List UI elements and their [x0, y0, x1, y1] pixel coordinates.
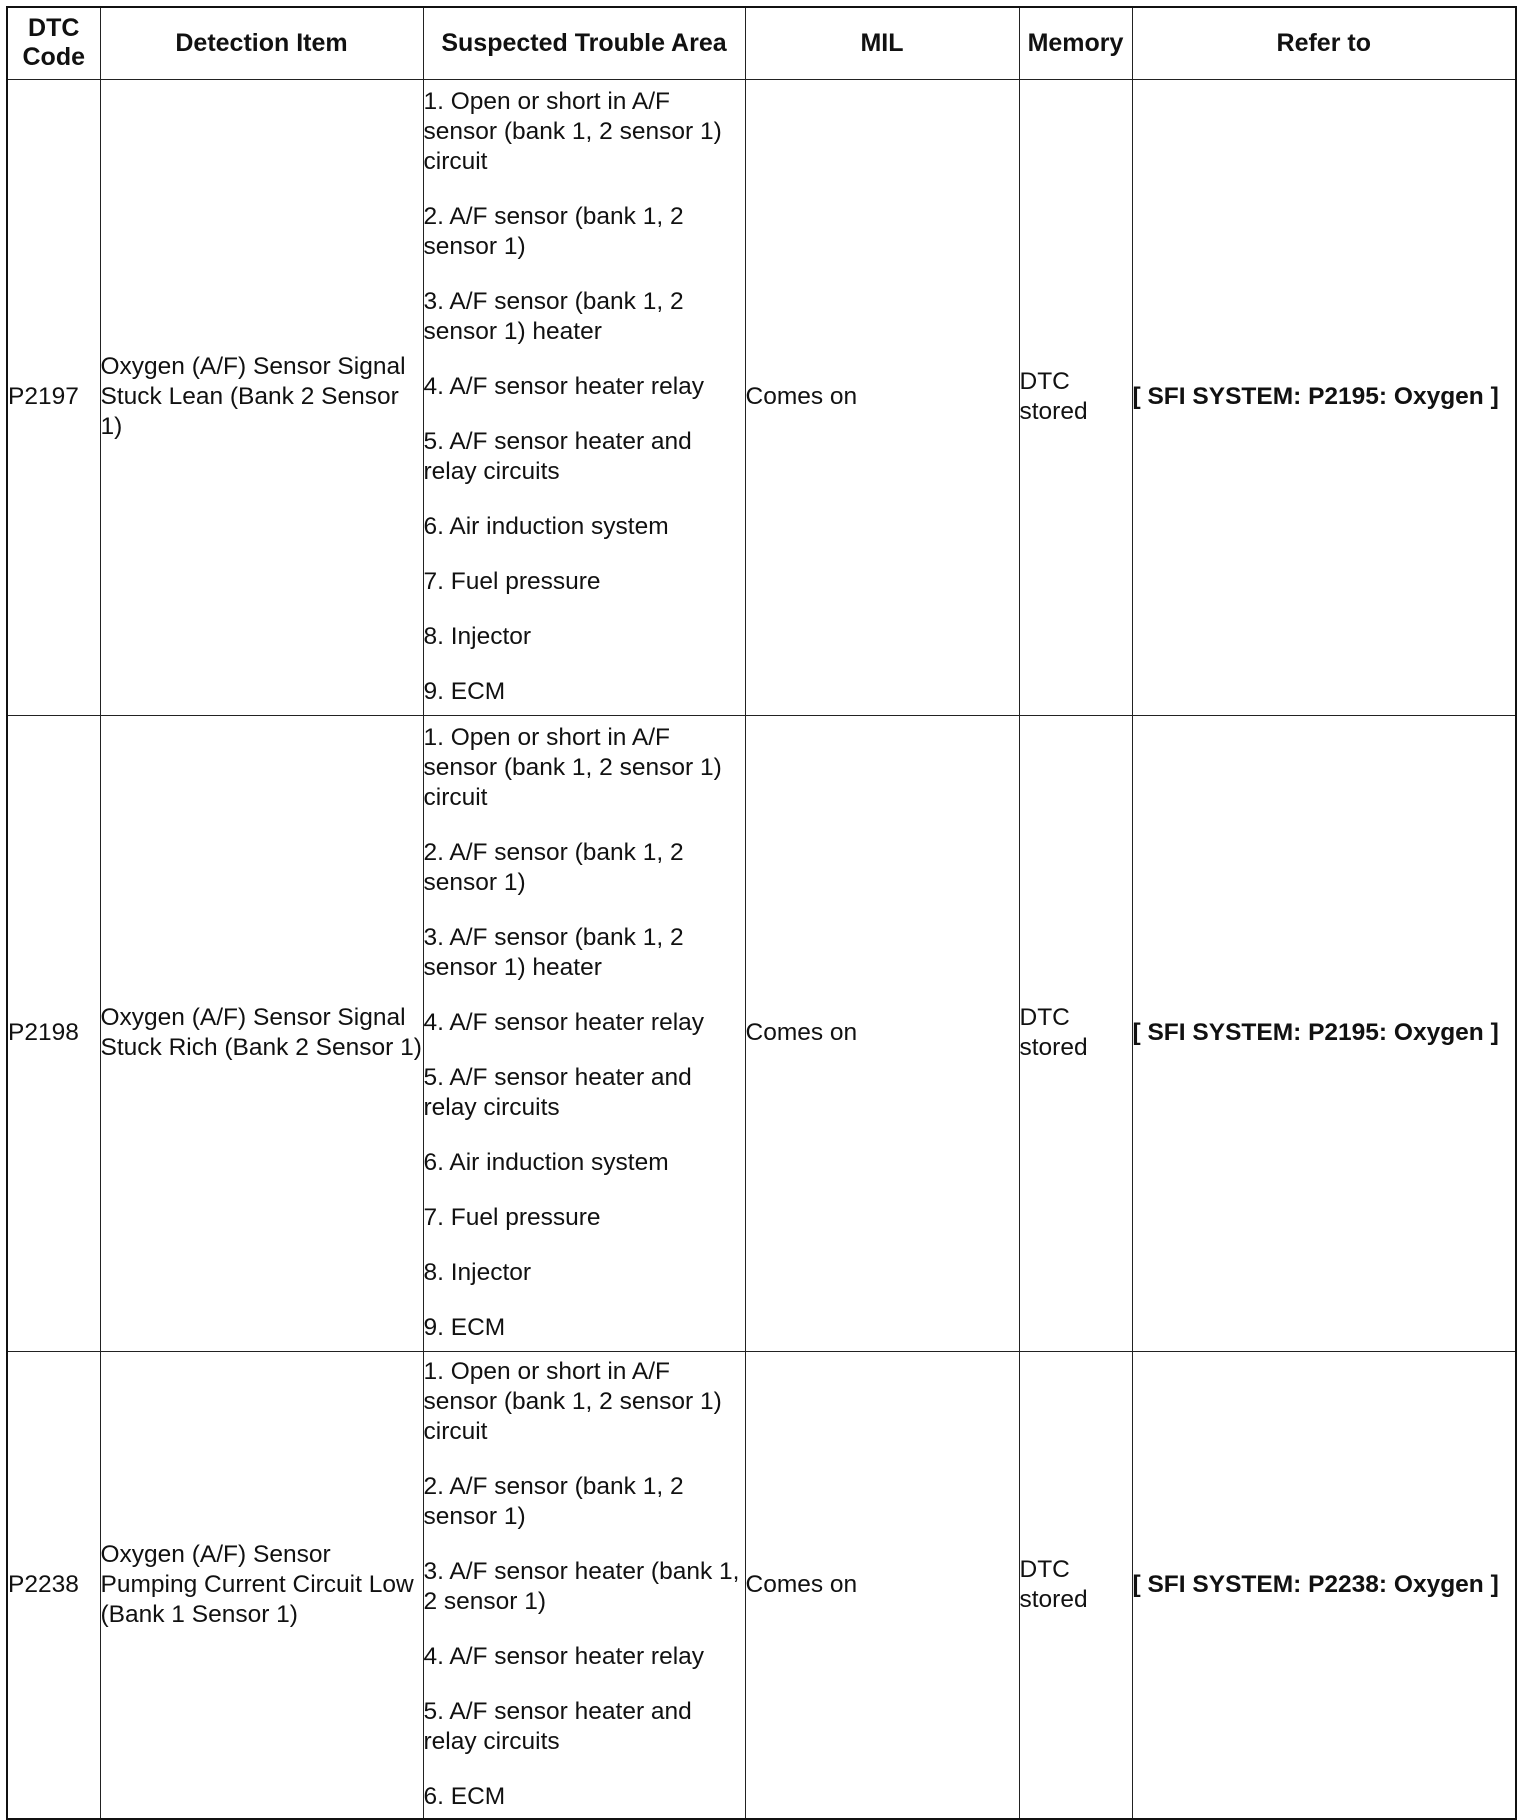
mil-cell: Comes on — [745, 1351, 1019, 1819]
table-row — [7, 715, 1516, 1351]
table-row — [7, 1351, 1516, 1819]
detection-item-cell: Oxygen (A/F) Sensor Pumping Current Circuit Low (Bank 1 Sensor 1) — [100, 1351, 423, 1819]
table-row — [7, 79, 1516, 715]
list-item: 5. A/F sensor heater and relay circuits — [423, 1698, 692, 1756]
memory-cell: DTC stored — [1019, 715, 1132, 1351]
list-item: 2. A/F sensor (bank 1, 2 sensor 1) — [423, 1473, 684, 1531]
list-item: 1. Open or short in A/F sensor (bank 1, 2 sensor 1) circuit — [423, 1358, 722, 1446]
list-item: 2. A/F sensor (bank 1, 2 sensor 1) — [423, 839, 684, 896]
list-item: 3. A/F sensor (bank 1, 2 sensor 1) heater — [423, 288, 684, 345]
dtc-code-cell: P2238 — [7, 1351, 100, 1819]
mil-cell: Comes on — [745, 715, 1019, 1351]
dtc-code-cell: P2198 — [7, 715, 100, 1351]
list-item: 9. ECM — [423, 678, 506, 705]
trouble-area-cell — [423, 1351, 745, 1819]
list-item: 6. ECM — [423, 1783, 506, 1811]
mil-cell: Comes on — [745, 79, 1019, 715]
dtc-code-cell: P2197 — [7, 79, 100, 715]
header-dtc-code: DTC Code — [7, 7, 100, 79]
list-item: 8. Injector — [423, 1259, 532, 1286]
list-item: 1. Open or short in A/F sensor (bank 1, 2 sensor 1) circuit — [423, 724, 722, 811]
refer-to-link[interactable]: [ SFI SYSTEM: P2238: Oxygen ] — [1132, 1351, 1516, 1819]
list-item: 7. Fuel pressure — [423, 1204, 601, 1231]
table-header-row — [7, 7, 1516, 79]
memory-cell: DTC stored — [1019, 1351, 1132, 1819]
refer-to-link[interactable]: [ SFI SYSTEM: P2195: Oxygen ] — [1132, 715, 1516, 1351]
header-suspected-trouble-area: Suspected Trouble Area — [423, 7, 745, 79]
list-item: 7. Fuel pressure — [423, 568, 601, 595]
list-item: 5. A/F sensor heater and relay circuits — [423, 428, 692, 485]
list-item: 4. A/F sensor heater relay — [423, 1009, 705, 1036]
header-memory: Memory — [1019, 7, 1132, 79]
list-item: 4. A/F sensor heater relay — [423, 1643, 705, 1671]
list-item: 3. A/F sensor (bank 1, 2 sensor 1) heater — [423, 924, 684, 981]
list-item: 5. A/F sensor heater and relay circuits — [423, 1064, 692, 1121]
trouble-area-cell — [423, 715, 745, 1351]
list-item: 4. A/F sensor heater relay — [423, 373, 705, 400]
list-item: 6. Air induction system — [423, 513, 669, 540]
list-item: 8. Injector — [423, 623, 532, 650]
header-mil: MIL — [745, 7, 1019, 79]
header-refer-to: Refer to — [1132, 7, 1516, 79]
list-item: 9. ECM — [423, 1314, 506, 1341]
detection-item-cell: Oxygen (A/F) Sensor Signal Stuck Lean (Bank 2 Sensor 1) — [100, 79, 423, 715]
header-detection-item: Detection Item — [100, 7, 423, 79]
memory-cell: DTC stored — [1019, 79, 1132, 715]
trouble-area-cell — [423, 79, 745, 715]
trouble-area-list — [424, 723, 745, 1343]
list-item: 6. Air induction system — [423, 1149, 669, 1176]
list-item: 2. A/F sensor (bank 1, 2 sensor 1) — [423, 203, 684, 260]
dtc-table — [6, 6, 1517, 1820]
refer-to-link[interactable]: [ SFI SYSTEM: P2195: Oxygen ] — [1132, 79, 1516, 715]
list-item: 3. A/F sensor heater (bank 1, 2 sensor 1) — [423, 1558, 740, 1616]
trouble-area-list — [424, 1357, 745, 1812]
list-item: 1. Open or short in A/F sensor (bank 1, 2 sensor 1) circuit — [423, 88, 722, 175]
trouble-area-list — [424, 87, 745, 707]
detection-item-cell: Oxygen (A/F) Sensor Signal Stuck Rich (Bank 2 Sensor 1) — [100, 715, 423, 1351]
